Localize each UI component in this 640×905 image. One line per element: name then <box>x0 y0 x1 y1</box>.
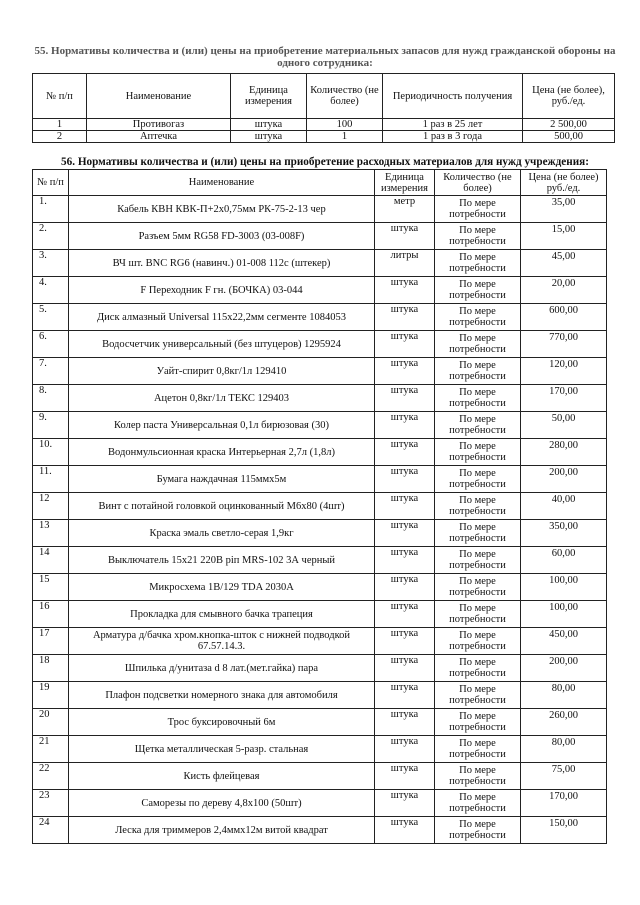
cell-price: 2 500,00 <box>523 119 615 131</box>
table-row <box>33 601 607 628</box>
cell-qty: По мере потребности <box>435 655 521 682</box>
cell-num: 10. <box>33 439 69 466</box>
cell-unit: штука <box>375 709 435 736</box>
header-num: № п/п <box>33 170 69 196</box>
cell-name: Бумага наждачная 115ммх5м <box>69 466 375 493</box>
cell-qty: По мере потребности <box>435 439 521 466</box>
cell-num: 1. <box>33 196 69 223</box>
cell-unit: штука <box>375 304 435 331</box>
table-row <box>33 628 607 655</box>
cell-price: 200,00 <box>521 466 607 493</box>
cell-price: 20,00 <box>521 277 607 304</box>
header-name: Наименование <box>87 74 231 119</box>
cell-price: 45,00 <box>521 250 607 277</box>
table-row <box>33 412 607 439</box>
cell-price: 100,00 <box>521 601 607 628</box>
cell-price: 150,00 <box>521 817 607 844</box>
cell-qty: По мере потребности <box>435 709 521 736</box>
cell-qty: По мере потребности <box>435 763 521 790</box>
table-row <box>33 250 607 277</box>
table-row <box>33 655 607 682</box>
cell-price: 200,00 <box>521 655 607 682</box>
table-row <box>33 466 607 493</box>
cell-qty: По мере потребности <box>435 736 521 763</box>
cell-name: Прокладка для смывного бачка трапеция <box>69 601 375 628</box>
cell-unit: штука <box>375 277 435 304</box>
header-num: № п/п <box>33 74 87 119</box>
cell-name: Саморезы по дереву 4,8х100 (50шт) <box>69 790 375 817</box>
cell-name: Арматура д/бачка хром.кнопка-шток с нижней подводкой 67.57.14.3. <box>69 628 375 655</box>
table-row <box>33 277 607 304</box>
cell-unit: штука <box>375 466 435 493</box>
cell-name: Винт с потайной головкой оцинкованный М6х80 (4шт) <box>69 493 375 520</box>
cell-qty: По мере потребности <box>435 466 521 493</box>
cell-num: 5. <box>33 304 69 331</box>
cell-num: 14 <box>33 547 69 574</box>
cell-qty: По мере потребности <box>435 250 521 277</box>
header-qty: Количество (не более) <box>307 74 383 119</box>
table-row <box>33 439 607 466</box>
cell-num: 22 <box>33 763 69 790</box>
cell-price: 170,00 <box>521 790 607 817</box>
cell-name: ВЧ шт. BNC RG6 (навинч.) 01-008 112с (штекер) <box>69 250 375 277</box>
table-row <box>33 790 607 817</box>
cell-period: 1 раз в 25 лет <box>383 119 523 131</box>
cell-unit: штука <box>375 547 435 574</box>
cell-name: Плафон подсветки номерного знака для автомобиля <box>69 682 375 709</box>
cell-unit: штука <box>375 331 435 358</box>
cell-unit: штука <box>375 763 435 790</box>
cell-price: 100,00 <box>521 574 607 601</box>
cell-qty: По мере потребности <box>435 817 521 844</box>
cell-qty: По мере потребности <box>435 358 521 385</box>
table-row <box>33 331 607 358</box>
cell-name: Шпилька д/унитаза d 8 лат.(мет.гайка) пара <box>69 655 375 682</box>
cell-name: Кисть флейцевая <box>69 763 375 790</box>
cell-unit: штука <box>375 520 435 547</box>
cell-num: 3. <box>33 250 69 277</box>
table-row <box>33 520 607 547</box>
cell-qty: По мере потребности <box>435 547 521 574</box>
table-row <box>33 763 607 790</box>
cell-price: 60,00 <box>521 547 607 574</box>
cell-price: 15,00 <box>521 223 607 250</box>
table-row <box>33 574 607 601</box>
header-price: Цена (не более), руб./ед. <box>523 74 615 119</box>
cell-price: 500,00 <box>523 131 615 143</box>
table-row <box>33 682 607 709</box>
cell-unit: штука <box>375 439 435 466</box>
header-unit: Единица измерения <box>375 170 435 196</box>
section-55-title: 55. Нормативы количества и (или) цены на приобретение материальных запасов для нужд гражданской обороны на одного сотрудника: <box>34 45 616 69</box>
cell-num: 6. <box>33 331 69 358</box>
table-row <box>33 736 607 763</box>
cell-name: Щетка металлическая 5-разр. стальная <box>69 736 375 763</box>
table-row <box>33 131 615 143</box>
table-row <box>33 196 607 223</box>
cell-num: 21 <box>33 736 69 763</box>
cell-num: 1 <box>33 119 87 131</box>
header-unit: Единица измерения <box>231 74 307 119</box>
cell-price: 75,00 <box>521 763 607 790</box>
cell-num: 17 <box>33 628 69 655</box>
cell-qty: По мере потребности <box>435 277 521 304</box>
header-qty: Количество (не более) <box>435 170 521 196</box>
header-period: Периодичность получения <box>383 74 523 119</box>
cell-name: Кабель КВН КВК-П+2х0,75мм РК-75-2-13 чер <box>69 196 375 223</box>
cell-qty: По мере потребности <box>435 628 521 655</box>
cell-name: Леска для триммеров 2,4ммх12м витой квадрат <box>69 817 375 844</box>
cell-num: 15 <box>33 574 69 601</box>
cell-num: 18 <box>33 655 69 682</box>
table-row <box>33 493 607 520</box>
cell-qty: По мере потребности <box>435 493 521 520</box>
cell-unit: штука <box>375 790 435 817</box>
cell-qty: 100 <box>307 119 383 131</box>
cell-name: Микросхема 1В/129 TDA 2030А <box>69 574 375 601</box>
cell-price: 450,00 <box>521 628 607 655</box>
cell-price: 600,00 <box>521 304 607 331</box>
cell-num: 13 <box>33 520 69 547</box>
cell-name: Разъем 5мм RG58 FD-3003 (03-008F) <box>69 223 375 250</box>
cell-price: 260,00 <box>521 709 607 736</box>
cell-name: Диск алмазный Universal 115х22,2мм сегменте 1084053 <box>69 304 375 331</box>
section-56-title: 56. Нормативы количества и (или) цены на приобретение расходных материалов для нужд учреждения: <box>61 156 589 168</box>
cell-num: 11. <box>33 466 69 493</box>
cell-unit: штука <box>375 493 435 520</box>
cell-num: 24 <box>33 817 69 844</box>
header-price: Цена (не более) руб./ед. <box>521 170 607 196</box>
cell-qty: По мере потребности <box>435 385 521 412</box>
cell-period: 1 раз в 3 года <box>383 131 523 143</box>
cell-name: Выключатель 15х21 220В ріп MRS-102 3А черный <box>69 547 375 574</box>
section-56-table-body <box>33 196 607 844</box>
cell-price: 350,00 <box>521 520 607 547</box>
cell-price: 770,00 <box>521 331 607 358</box>
cell-num: 8. <box>33 385 69 412</box>
cell-qty: По мере потребности <box>435 520 521 547</box>
cell-name: F Переходник F гн. (БОЧКА) 03-044 <box>69 277 375 304</box>
cell-name: Аптечка <box>87 131 231 143</box>
cell-name: Противогаз <box>87 119 231 131</box>
table-row <box>33 817 607 844</box>
cell-name: Краска эмаль светло-серая 1,9кг <box>69 520 375 547</box>
section-55-table <box>32 73 615 143</box>
cell-unit: штука <box>375 385 435 412</box>
cell-name: Уайт-спирит 0,8кг/1л 129410 <box>69 358 375 385</box>
cell-price: 120,00 <box>521 358 607 385</box>
cell-unit: штука <box>375 655 435 682</box>
cell-unit: штука <box>375 682 435 709</box>
section-56-table <box>32 169 607 844</box>
table-row <box>33 709 607 736</box>
cell-unit: штука <box>375 412 435 439</box>
cell-num: 16 <box>33 601 69 628</box>
cell-price: 35,00 <box>521 196 607 223</box>
cell-unit: штука <box>375 817 435 844</box>
cell-qty: По мере потребности <box>435 331 521 358</box>
cell-num: 2 <box>33 131 87 143</box>
cell-price: 40,00 <box>521 493 607 520</box>
table-row <box>33 304 607 331</box>
cell-unit: метр <box>375 196 435 223</box>
cell-price: 50,00 <box>521 412 607 439</box>
cell-unit: штука <box>375 223 435 250</box>
cell-qty: По мере потребности <box>435 574 521 601</box>
cell-price: 280,00 <box>521 439 607 466</box>
cell-qty: По мере потребности <box>435 790 521 817</box>
header-name: Наименование <box>69 170 375 196</box>
cell-qty: По мере потребности <box>435 223 521 250</box>
table-row <box>33 358 607 385</box>
cell-num: 23 <box>33 790 69 817</box>
cell-num: 20 <box>33 709 69 736</box>
cell-qty: По мере потребности <box>435 412 521 439</box>
cell-num: 4. <box>33 277 69 304</box>
cell-name: Трос буксировочный 6м <box>69 709 375 736</box>
cell-qty: 1 <box>307 131 383 143</box>
cell-name: Водонмульсионная краска Интерьерная 2,7л (1,8л) <box>69 439 375 466</box>
cell-unit: штука <box>231 119 307 131</box>
table-row <box>33 223 607 250</box>
cell-num: 7. <box>33 358 69 385</box>
cell-unit: литры <box>375 250 435 277</box>
cell-unit: штука <box>375 601 435 628</box>
cell-unit: штука <box>375 574 435 601</box>
table-row <box>33 547 607 574</box>
table-header-row <box>33 170 607 196</box>
cell-num: 2. <box>33 223 69 250</box>
cell-qty: По мере потребности <box>435 682 521 709</box>
cell-price: 80,00 <box>521 736 607 763</box>
cell-num: 12 <box>33 493 69 520</box>
cell-unit: штука <box>231 131 307 143</box>
cell-price: 80,00 <box>521 682 607 709</box>
cell-num: 9. <box>33 412 69 439</box>
cell-name: Колер паста Универсальная 0,1л бирюзовая (30) <box>69 412 375 439</box>
cell-unit: штука <box>375 628 435 655</box>
cell-name: Водосчетчик универсальный (без штуцеров) 1295924 <box>69 331 375 358</box>
cell-qty: По мере потребности <box>435 601 521 628</box>
table-row <box>33 119 615 131</box>
cell-name: Ацетон 0,8кг/1л ТЕКС 129403 <box>69 385 375 412</box>
table-header-row <box>33 74 615 119</box>
cell-qty: По мере потребности <box>435 196 521 223</box>
table-row <box>33 385 607 412</box>
cell-price: 170,00 <box>521 385 607 412</box>
cell-num: 19 <box>33 682 69 709</box>
cell-qty: По мере потребности <box>435 304 521 331</box>
cell-unit: штука <box>375 358 435 385</box>
cell-unit: штука <box>375 736 435 763</box>
